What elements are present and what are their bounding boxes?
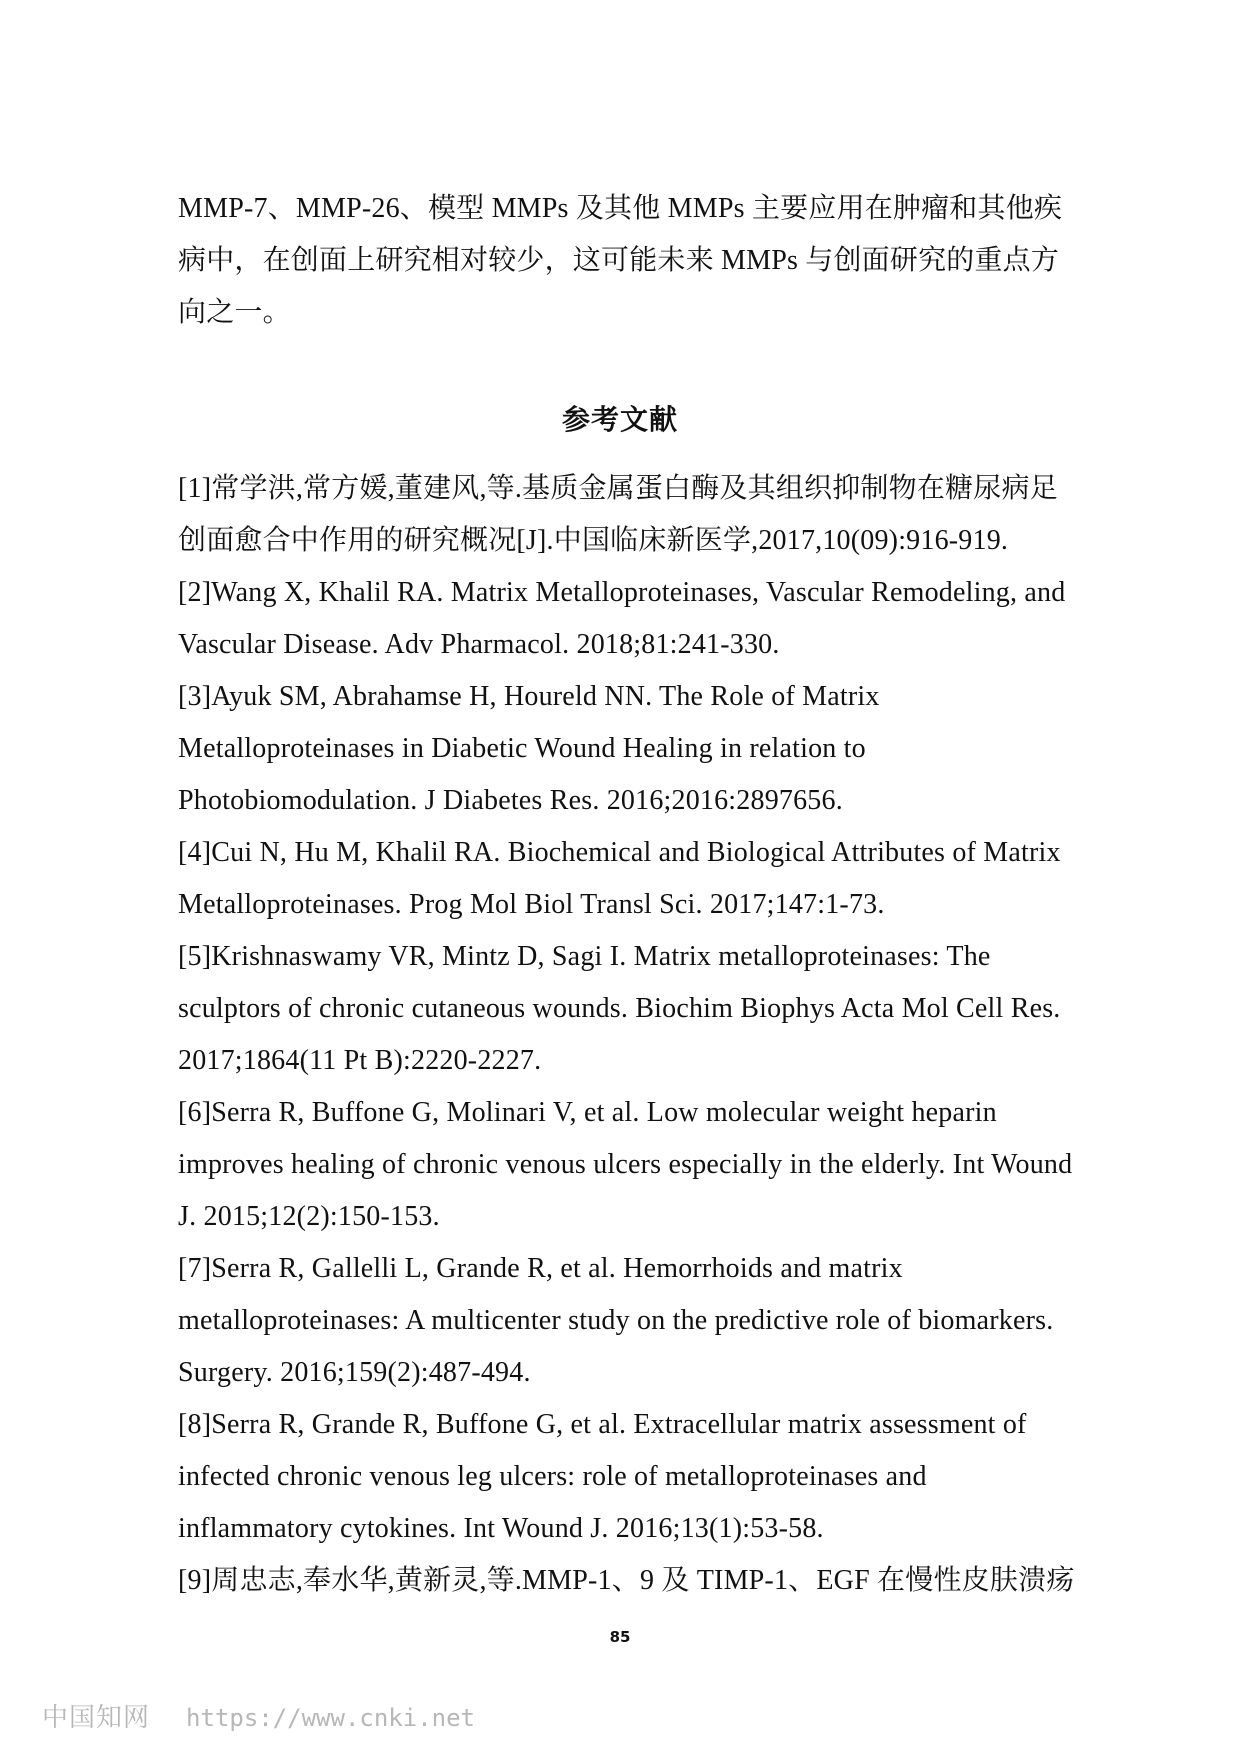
reference-line: [7]Serra R, Gallelli L, Grande R, et al. Hemorrhoids and matrix	[178, 1253, 903, 1284]
reference-line: Metalloproteinases. Prog Mol Biol Transl Sci. 2017;147:1-73.	[178, 889, 885, 920]
reference-line: J. 2015;12(2):150-153.	[178, 1201, 440, 1232]
reference-line: Surgery. 2016;159(2):487-494.	[178, 1357, 531, 1388]
reference-line: [4]Cui N, Hu M, Khalil RA. Biochemical and Biological Attributes of Matrix	[178, 837, 1061, 868]
reference-line: infected chronic venous leg ulcers: role of metalloproteinases and	[178, 1461, 927, 1492]
watermark-url: https://www.cnki.net	[186, 1704, 475, 1732]
reference-line: inflammatory cytokines. Int Wound J. 2016;13(1):53-58.	[178, 1513, 824, 1544]
references-list	[178, 463, 1098, 1607]
references-heading: 参考文献	[561, 403, 678, 436]
reference-line: 2017;1864(11 Pt B):2220-2227.	[178, 1045, 542, 1076]
intro-line: MMP-7、MMP-26、模型 MMPs 及其他 MMPs 主要应用在肿瘤和其他疾	[178, 193, 1063, 224]
reference-line: Metalloproteinases in Diabetic Wound Healing in relation to	[178, 733, 866, 764]
reference-line: [1]常学洪,常方媛,董建风,等.基质金属蛋白酶及其组织抑制物在糖尿病足	[178, 473, 1058, 504]
reference-line: [6]Serra R, Buffone G, Molinari V, et al. Low molecular weight heparin	[178, 1097, 997, 1128]
watermark-name: 中国知网	[42, 1703, 151, 1733]
reference-line: 创面愈合中作用的研究概况[J].中国临床新医学,2017,10(09):916-919.	[178, 525, 1009, 556]
reference-line: metalloproteinases: A multicenter study on the predictive role of biomarkers.	[178, 1305, 1054, 1336]
reference-line: Photobiomodulation. J Diabetes Res. 2016;2016:2897656.	[178, 785, 843, 816]
reference-line: [8]Serra R, Grande R, Buffone G, et al. Extracellular matrix assessment of	[178, 1409, 1027, 1440]
intro-line: 病中，在创面上研究相对较少，这可能未来 MMPs 与创面研究的重点方	[178, 245, 1060, 276]
reference-line: [5]Krishnaswamy VR, Mintz D, Sagi I. Matrix metalloproteinases: The	[178, 941, 991, 972]
cnki-watermark	[42, 1697, 475, 1734]
intro-paragraph	[178, 183, 1098, 339]
reference-line: [2]Wang X, Khalil RA. Matrix Metalloproteinases, Vascular Remodeling, and	[178, 577, 1066, 608]
intro-line: 向之一。	[178, 297, 291, 328]
reference-line: [9]周忠志,奉水华,黄新灵,等.MMP-1、9 及 TIMP-1、EGF 在慢性皮肤溃疡	[178, 1565, 1075, 1596]
page-number: 85	[609, 1628, 631, 1646]
reference-line: Vascular Disease. Adv Pharmacol. 2018;81:241-330.	[178, 629, 780, 660]
reference-line: sculptors of chronic cutaneous wounds. Biochim Biophys Acta Mol Cell Res.	[178, 993, 1061, 1024]
reference-line: [3]Ayuk SM, Abrahamse H, Houreld NN. The Role of Matrix	[178, 681, 880, 712]
reference-line: improves healing of chronic venous ulcers especially in the elderly. Int Wound	[178, 1149, 1073, 1180]
